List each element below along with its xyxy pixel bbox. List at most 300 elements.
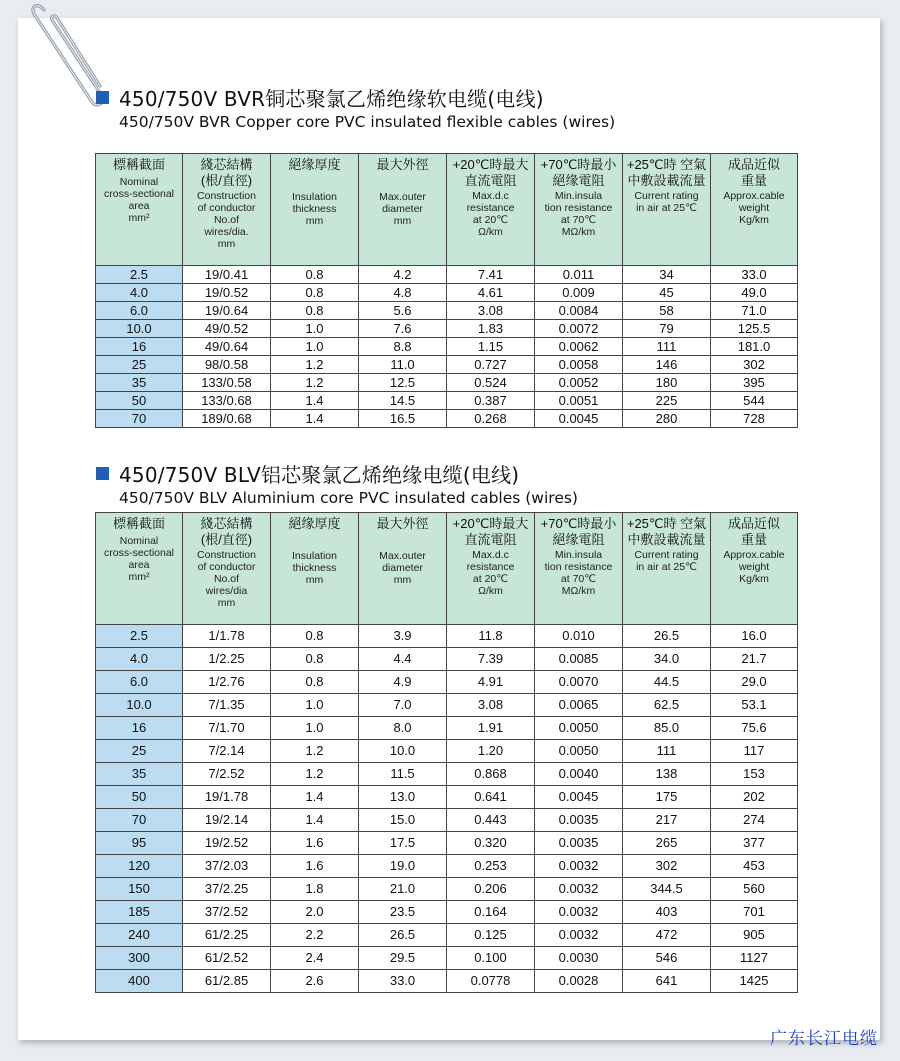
table-cell: 0.641 [447,786,535,809]
table-cell: 0.268 [447,410,535,428]
header-nominal-en-0: Nominal [119,176,159,188]
t2-construction-en-2: No.of [213,573,240,585]
table-row [96,671,798,694]
table-cell: 701 [711,901,798,924]
header-nominal-cn: 標稱截面 [112,516,165,531]
table-cell: 111 [623,338,711,356]
table-row [96,832,798,855]
table-cell: 4.2 [359,266,447,284]
header-weight-cn-1: 重量 [740,532,767,547]
header-insulation [271,154,359,266]
header-resistance-en-0: Max.d.c [472,190,509,202]
table-row [96,740,798,763]
header-nominal-en-2: area [128,200,150,212]
table-cell: 0.009 [535,284,623,302]
table-row [96,947,798,970]
table1-title-cn: 450/750V BVR铜芯聚氯乙烯绝缘软电缆(电线) [119,87,544,111]
table-cell: 1.20 [447,740,535,763]
table-cell: 403 [623,901,711,924]
header-current-cn-0: +25℃時 空氣 [626,516,707,531]
table-cell: 7.41 [447,266,535,284]
header-current-en-0: Current rating [634,190,699,202]
table-cell: 19/2.14 [183,809,271,832]
table-cell: 29.0 [711,671,798,694]
header-outer-en [360,191,445,227]
table-row [96,763,798,786]
table-cell: 641 [623,970,711,993]
header-current-en [624,190,709,214]
table-cell: 0.0032 [535,878,623,901]
table-cell: 19/0.64 [183,302,271,320]
table-cell: 7/2.14 [183,740,271,763]
table-cell: 146 [623,356,711,374]
table-cell: 95 [96,832,183,855]
header-outer [359,513,447,625]
table-cell: 1/2.76 [183,671,271,694]
table2-body [96,625,798,993]
table-cell: 180 [623,374,711,392]
t1-construction-en-2: No.of [213,214,240,226]
table-cell: 26.5 [359,924,447,947]
table-cell: 16.0 [711,625,798,648]
header-resistance-en-1: resistance [466,561,515,573]
table-cell: 138 [623,763,711,786]
header-weight-en-2: Kg/km [739,573,769,585]
table-cell: 16 [96,338,183,356]
table-cell: 61/2.25 [183,924,271,947]
table-cell: 11.5 [359,763,447,786]
table1-header-row [96,154,798,266]
table-cell: 0.8 [271,266,359,284]
table-cell: 0.0032 [535,855,623,878]
table-cell: 120 [96,855,183,878]
table-cell: 0.0052 [535,374,623,392]
header-insulation-en-0: Insulation [292,550,337,562]
header-weight-en-0: Approx.cable [723,549,785,561]
table-cell: 111 [623,740,711,763]
table-cell: 23.5 [359,901,447,924]
table-cell: 905 [711,924,798,947]
table-cell: 6.0 [96,302,183,320]
table-cell: 0.0065 [535,694,623,717]
header-current-cn-1: 中敷設載流量 [627,532,706,547]
header-insres-cn-1: 絕缘電阻 [552,532,605,547]
header-nominal-en-3: mm² [128,571,150,583]
header-weight-cn-0: 成品近似 [727,157,780,172]
table-cell: 62.5 [623,694,711,717]
header-nominal-en [97,176,181,224]
table-cell: 13.0 [359,786,447,809]
header-insres-en-1: tion resistance [544,202,613,214]
table-cell: 0.8 [271,671,359,694]
header-insulation-en-2: mm [305,215,324,227]
table-cell: 71.0 [711,302,798,320]
header-resistance [447,513,535,625]
header-insulation-en-1: thickness [292,562,337,574]
header-outer-en-0: Max.outer [379,191,426,203]
header-insres-en-0: Min.insula [554,549,603,561]
t2-construction-en-3: wires/dia [205,585,248,597]
table-cell: 49.0 [711,284,798,302]
table-cell: 2.5 [96,625,183,648]
table-cell: 7/1.35 [183,694,271,717]
header-outer-cn: 最大外徑 [376,516,429,531]
table1-body [96,266,798,428]
table-cell: 0.8 [271,625,359,648]
table-cell: 26.5 [623,625,711,648]
header-weight [711,513,798,625]
table-cell: 85.0 [623,717,711,740]
table-cell: 0.0030 [535,947,623,970]
header-current-cn-0: +25℃時 空氣 [626,157,707,172]
header-resistance-en-1: resistance [466,202,515,214]
header-construction [183,513,271,625]
header-resistance-en-0: Max.d.c [472,549,509,561]
header-resistance-en-3: Ω/km [478,226,503,238]
table-cell: 21.0 [359,878,447,901]
table-cell: 4.8 [359,284,447,302]
table-cell: 21.7 [711,648,798,671]
bullet-square-icon [96,91,109,104]
table-cell: 10.0 [96,694,183,717]
table-cell: 1.4 [271,392,359,410]
table-cell: 125.5 [711,320,798,338]
table-cell: 728 [711,410,798,428]
table-cell: 300 [96,947,183,970]
table-cell: 0.0035 [535,832,623,855]
table-row [96,356,798,374]
table-cell: 10.0 [96,320,183,338]
blv-spec-table [95,512,798,993]
table-cell: 11.8 [447,625,535,648]
table-row [96,410,798,428]
table-cell: 0.0085 [535,648,623,671]
table-cell: 3.9 [359,625,447,648]
t1-construction-en-3: wires/dia. [204,226,249,238]
table-cell: 0.0045 [535,410,623,428]
header-current-en-0: Current rating [634,549,699,561]
table-cell: 1.6 [271,832,359,855]
table-cell: 0.253 [447,855,535,878]
t1-construction-en-0: Construction [197,190,256,202]
table-row [96,392,798,410]
table-cell: 1.0 [271,338,359,356]
table-cell: 302 [623,855,711,878]
header-insres-cn-0: +70℃時最小 [540,516,617,531]
table-cell: 15.0 [359,809,447,832]
table-cell: 4.4 [359,648,447,671]
table-cell: 560 [711,878,798,901]
t2-construction-en-1: of conductor [197,561,256,573]
table-cell: 19/2.52 [183,832,271,855]
table-row [96,970,798,993]
header-current-en-1: in air at 25℃ [636,202,697,214]
table-cell: 4.0 [96,284,183,302]
table-cell: 1127 [711,947,798,970]
table-row [96,878,798,901]
table-cell: 0.164 [447,901,535,924]
header-weight-en-0: Approx.cable [723,190,785,202]
header-resistance-en-2: at 20℃ [472,214,509,226]
t1-construction-en-1: of conductor [197,202,256,214]
brand-name: 广东长江电缆 [770,1029,878,1049]
table-cell: 175 [623,786,711,809]
table-cell: 7.0 [359,694,447,717]
table-cell: 0.0058 [535,356,623,374]
header-insres [535,513,623,625]
header-outer-cn: 最大外徑 [376,157,429,172]
table-row [96,809,798,832]
header-weight-en-1: weight [738,202,770,214]
bullet-square-icon [96,467,109,480]
table-cell: 377 [711,832,798,855]
table-cell: 265 [623,832,711,855]
header-resistance-cn-1: 直流電阻 [464,532,517,547]
header-insulation-en-0: Insulation [292,191,337,203]
table-cell: 16 [96,717,183,740]
table-cell: 453 [711,855,798,878]
header-insres [535,154,623,266]
header-construction-cn-1: (根/直徑) [200,173,253,188]
header-current-cn-1: 中敷設載流量 [627,173,706,188]
table2-title-cn: 450/750V BLV铝芯聚氯乙烯绝缘电缆(电线) [119,463,520,487]
table-cell: 0.0028 [535,970,623,993]
header-insulation-en [272,191,357,227]
header-weight [711,154,798,266]
table-cell: 8.0 [359,717,447,740]
table-cell: 302 [711,356,798,374]
header-construction-cn-1: (根/直徑) [200,532,253,547]
table-cell: 344.5 [623,878,711,901]
header-insres-en-3: MΩ/km [561,226,596,238]
table-cell: 10.0 [359,740,447,763]
table-cell: 25 [96,356,183,374]
header-current [623,154,711,266]
table-cell: 7/1.70 [183,717,271,740]
header-current-en [624,549,709,573]
table-cell: 0.0050 [535,740,623,763]
header-nominal-en-1: cross-sectional [103,547,175,559]
header-construction-cn-0: 綫芯結構 [200,157,253,172]
table1-title-en: 450/750V BVR Copper core PVC insulated flexible cables (wires) [119,113,616,131]
table-cell: 44.5 [623,671,711,694]
table-cell: 280 [623,410,711,428]
header-current-en-1: in air at 25℃ [636,561,697,573]
table-cell: 0.8 [271,284,359,302]
header-outer-en-1: diameter [382,562,423,574]
header-construction-cn-0: 綫芯結構 [200,516,253,531]
table-cell: 0.0070 [535,671,623,694]
table-cell: 34 [623,266,711,284]
header-weight-cn-1: 重量 [740,173,767,188]
header-outer-en-2: mm [393,215,412,227]
table-row [96,374,798,392]
table-cell: 1.15 [447,338,535,356]
table-row [96,855,798,878]
table-cell: 202 [711,786,798,809]
table-cell: 1/1.78 [183,625,271,648]
section2-title [96,459,578,507]
table-cell: 50 [96,392,183,410]
table-cell: 1.6 [271,855,359,878]
table-cell: 0.0062 [535,338,623,356]
table-cell: 3.08 [447,302,535,320]
header-outer-en-2: mm [393,574,412,586]
header-insulation-en-2: mm [305,574,324,586]
table-cell: 2.6 [271,970,359,993]
header-outer-en [360,550,445,586]
header-current [623,513,711,625]
table-cell: 4.9 [359,671,447,694]
header-weight-en-1: weight [738,561,770,573]
table-cell: 117 [711,740,798,763]
header-insulation-en [272,550,357,586]
table-cell: 0.8 [271,302,359,320]
table-cell: 395 [711,374,798,392]
table-cell: 153 [711,763,798,786]
table-cell: 1.4 [271,809,359,832]
table-cell: 2.4 [271,947,359,970]
table-cell: 19/1.78 [183,786,271,809]
table-cell: 45 [623,284,711,302]
table-cell: 37/2.52 [183,901,271,924]
header-weight-en [712,190,796,226]
header-nominal-en-0: Nominal [119,535,159,547]
header-resistance-en [448,190,533,238]
table-cell: 0.0032 [535,924,623,947]
table-cell: 181.0 [711,338,798,356]
header-resistance-en [448,549,533,597]
table-cell: 7/2.52 [183,763,271,786]
table-cell: 19/0.52 [183,284,271,302]
table-row [96,924,798,947]
table-row [96,648,798,671]
header-resistance-en-2: at 20℃ [472,573,509,585]
header-insres-en-0: Min.insula [554,190,603,202]
table-cell: 185 [96,901,183,924]
header-insulation [271,513,359,625]
table-cell: 0.0778 [447,970,535,993]
header-insres-en-3: MΩ/km [561,585,596,597]
header-nominal-en-3: mm² [128,212,150,224]
table-cell: 1.2 [271,740,359,763]
table-cell: 4.61 [447,284,535,302]
table-cell: 3.08 [447,694,535,717]
table-row [96,266,798,284]
table-cell: 1.2 [271,356,359,374]
header-nominal-cn: 標稱截面 [112,157,165,172]
table-cell: 2.5 [96,266,183,284]
table-cell: 75.6 [711,717,798,740]
header-outer-en-1: diameter [382,203,423,215]
table-cell: 70 [96,809,183,832]
table-cell: 0.8 [271,648,359,671]
table-cell: 0.011 [535,266,623,284]
header-insulation-en-1: thickness [292,203,337,215]
table-cell: 33.0 [711,266,798,284]
header-outer-en-0: Max.outer [379,550,426,562]
table-cell: 98/0.58 [183,356,271,374]
table-cell: 53.1 [711,694,798,717]
table-cell: 0.868 [447,763,535,786]
table-cell: 33.0 [359,970,447,993]
table-cell: 0.524 [447,374,535,392]
table-cell: 61/2.85 [183,970,271,993]
bvr-spec-table [95,153,798,428]
table-cell: 0.0050 [535,717,623,740]
table-cell: 61/2.52 [183,947,271,970]
header-resistance-cn-0: +20℃時最大 [452,157,529,172]
table-cell: 1.2 [271,374,359,392]
table-cell: 1.0 [271,320,359,338]
table-cell: 29.5 [359,947,447,970]
table-cell: 0.010 [535,625,623,648]
table-cell: 0.320 [447,832,535,855]
table-cell: 0.0051 [535,392,623,410]
table-row [96,694,798,717]
header-nominal-en-1: cross-sectional [103,188,175,200]
table-cell: 1.2 [271,763,359,786]
table-cell: 0.0035 [535,809,623,832]
header-nominal-en-2: area [128,559,150,571]
table-cell: 5.6 [359,302,447,320]
header-insres-en-2: at 70℃ [560,573,597,585]
table-cell: 1.4 [271,786,359,809]
table-row [96,901,798,924]
table-cell: 2.2 [271,924,359,947]
table-cell: 1.83 [447,320,535,338]
table-cell: 58 [623,302,711,320]
table2-title-en: 450/750V BLV Aluminium core PVC insulated cables (wires) [119,489,578,507]
header-insulation-cn: 絕缘厚度 [288,157,341,172]
table-cell: 133/0.68 [183,392,271,410]
table-cell: 1425 [711,970,798,993]
table-cell: 274 [711,809,798,832]
header-insres-cn-0: +70℃時最小 [540,157,617,172]
table-cell: 240 [96,924,183,947]
table-cell: 11.0 [359,356,447,374]
table-cell: 0.100 [447,947,535,970]
table2-header-row [96,513,798,625]
table-cell: 217 [623,809,711,832]
table-cell: 0.727 [447,356,535,374]
header-nominal [96,513,183,625]
table-cell: 37/2.03 [183,855,271,878]
table-cell: 0.0040 [535,763,623,786]
table-cell: 1.4 [271,410,359,428]
table-row [96,717,798,740]
table-cell: 0.443 [447,809,535,832]
header-insres-cn-1: 絕缘電阻 [552,173,605,188]
table-cell: 0.206 [447,878,535,901]
table-cell: 400 [96,970,183,993]
table-cell: 133/0.58 [183,374,271,392]
table-cell: 1.91 [447,717,535,740]
header-insres-en-2: at 70℃ [560,214,597,226]
header-insres-en [536,190,621,238]
table-cell: 19.0 [359,855,447,878]
table-cell: 0.0072 [535,320,623,338]
header-insulation-cn: 絕缘厚度 [288,516,341,531]
table-cell: 472 [623,924,711,947]
table-cell: 0.0032 [535,901,623,924]
header-construction [183,154,271,266]
table-cell: 0.125 [447,924,535,947]
table-cell: 150 [96,878,183,901]
table-row [96,320,798,338]
table-cell: 8.8 [359,338,447,356]
table-cell: 35 [96,374,183,392]
